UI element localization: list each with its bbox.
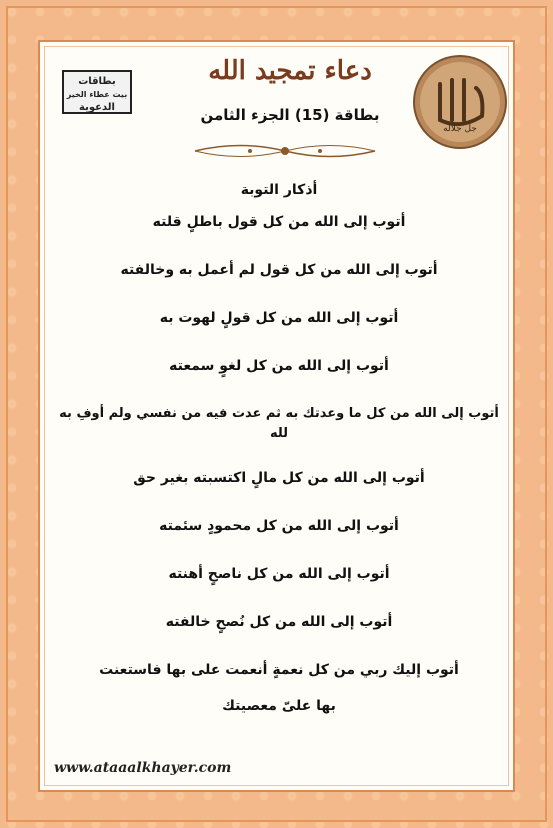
dhikr-line: أتوب إلى الله من كل قولٍ لهوت به	[159, 310, 399, 326]
dhikr-line: أتوب إلى الله من كل نُصحٍ خالفته	[165, 614, 393, 630]
dhikr-line: أتوب إلى الله من كل قول لم أعمل به وخالفته	[120, 262, 438, 278]
allah-seal-emblem	[412, 54, 508, 150]
section-heading: أذكار التوبة	[240, 182, 318, 198]
card-title: دعاء تمجيد الله	[208, 56, 372, 86]
stamp-line: بيت عطاء الخير	[66, 90, 128, 99]
publisher-stamp	[62, 70, 132, 114]
dhikr-line-final-cont: بها علىّ معصيتك	[222, 698, 336, 714]
website-link[interactable]: www.ataaalkhayer.com	[54, 760, 232, 776]
ornament-divider	[190, 138, 380, 164]
dhikr-text-block	[58, 180, 500, 744]
card-body	[38, 40, 515, 792]
card-subtitle: بطاقة (15) الجزء الثامن	[200, 106, 380, 124]
dhikr-line: أتوب إلى الله من كل ناصحٍ أهنته	[168, 566, 390, 582]
dhikr-line: أتوب إلى الله من كل مالٍ اكتسبته بغير حق	[133, 470, 425, 486]
stamp-line: بطاقات	[78, 76, 116, 87]
dhikr-line-final: أتوب إليك ربي من كل نعمةٍ أنعمت على بها فاستعنت	[99, 662, 459, 678]
stamp-line: الدعوية	[79, 102, 115, 113]
seal-caption: جل جلاله	[443, 124, 477, 134]
dhikr-line: أتوب إلى الله من كل لغوٍ سمعته	[169, 358, 389, 374]
dhikr-line: أتوب إلى الله من كل ما وعدتك به ثم عدت فيه من نفسي ولم أوفِ به لله	[59, 406, 499, 441]
dhikr-line: أتوب إلى الله من كل محمودٍ سئمته	[159, 518, 399, 534]
dhikr-line: أتوب إلى الله من كل قول باطلٍ قلته	[152, 214, 406, 230]
